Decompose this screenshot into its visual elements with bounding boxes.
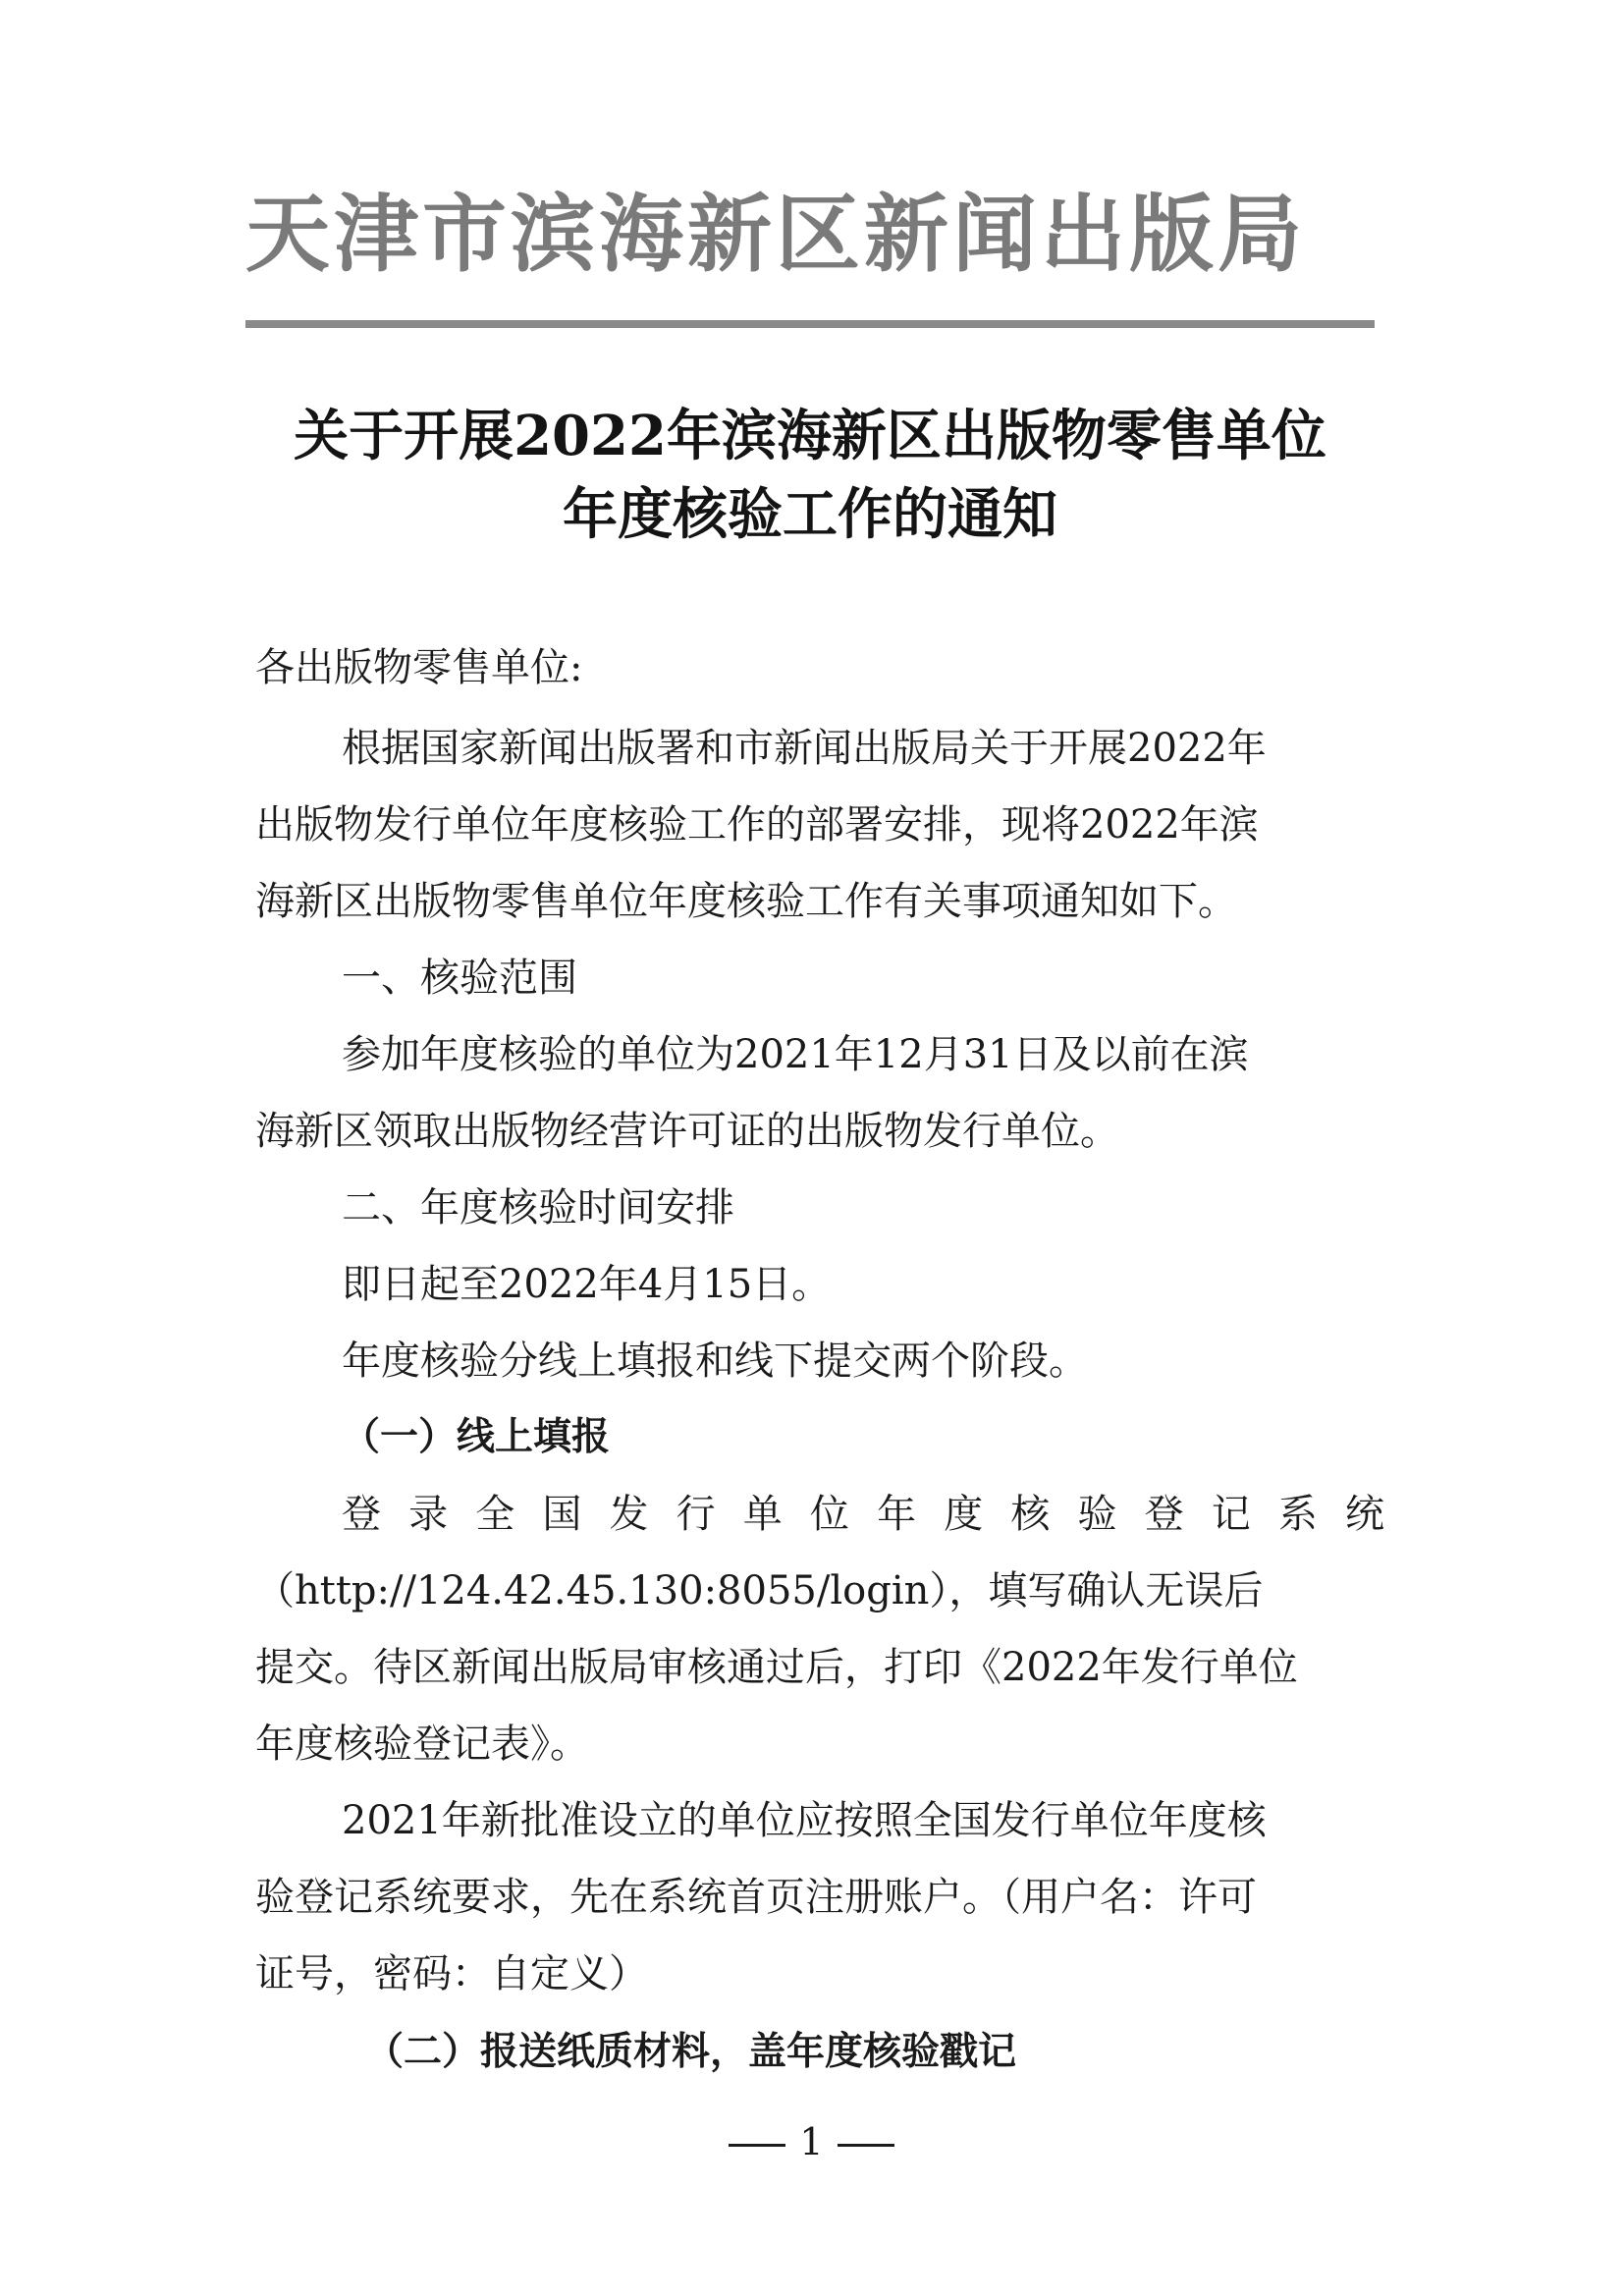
page-number: 1 <box>799 2120 824 2163</box>
section-1-line-2: 海新区领取出版物经营许可证的出版物发行单位。 <box>255 1109 1119 1154</box>
subsection-1-line-4: 年度核验登记表》。 <box>255 1722 589 1767</box>
section-1-heading: 一、核验范围 <box>342 956 577 1001</box>
subsection-1-line-3: 提交。待区新闻出版局审核通过后，打印《2022年发行单位 <box>255 1645 1298 1690</box>
section-2-phases: 年度核验分线上填报和线下提交两个阶段。 <box>342 1339 1088 1384</box>
subsection-1-note-line-2: 验登记系统要求，先在系统首页注册账户。（用户名：许可 <box>255 1875 1257 1920</box>
intro-line-3: 海新区出版物零售单位年度核验工作有关事项通知如下。 <box>255 879 1237 924</box>
title-line-2: 年度核验工作的通知 <box>563 482 1057 547</box>
footer-dash-left <box>729 2144 785 2147</box>
section-1-line-1: 参加年度核验的单位为2021年12月31日及以前在滨 <box>342 1032 1249 1077</box>
subsection-1-line-2: （http://124.42.45.130:8055/login），填写确认无误后 <box>255 1568 1264 1613</box>
title-line-1: 关于开展2022年滨海新区出版物零售单位 <box>294 404 1326 468</box>
page-footer <box>0 2120 1623 2163</box>
intro-line-2: 出版物发行单位年度核验工作的部署安排，现将2022年滨 <box>255 802 1259 847</box>
subsection-1-note-line-3: 证号，密码：自定义） <box>255 1951 648 1996</box>
section-2-date: 即日起至2022年4月15日。 <box>342 1262 832 1307</box>
subsection-1-heading: （一）线上填报 <box>342 1414 611 1459</box>
subsection-1-line-1: 登录全国发行单位年度核验登记系统 <box>342 1492 1384 1537</box>
letterhead: 天津市滨海新区新闻出版局 <box>245 185 1306 284</box>
footer-dash-right <box>838 2144 894 2147</box>
intro-line-1: 根据国家新闻出版署和市新闻出版局关于开展2022年 <box>342 726 1267 771</box>
section-2-heading: 二、年度核验时间安排 <box>342 1185 734 1230</box>
salutation: 各出版物零售单位: <box>255 645 583 690</box>
subsection-2-heading: （二）报送纸质材料，盖年度核验戳记 <box>365 2029 1017 2074</box>
subsection-1-note-line-1: 2021年新批准设立的单位应按照全国发行单位年度核 <box>342 1798 1267 1843</box>
letterhead-rule <box>245 320 1375 328</box>
